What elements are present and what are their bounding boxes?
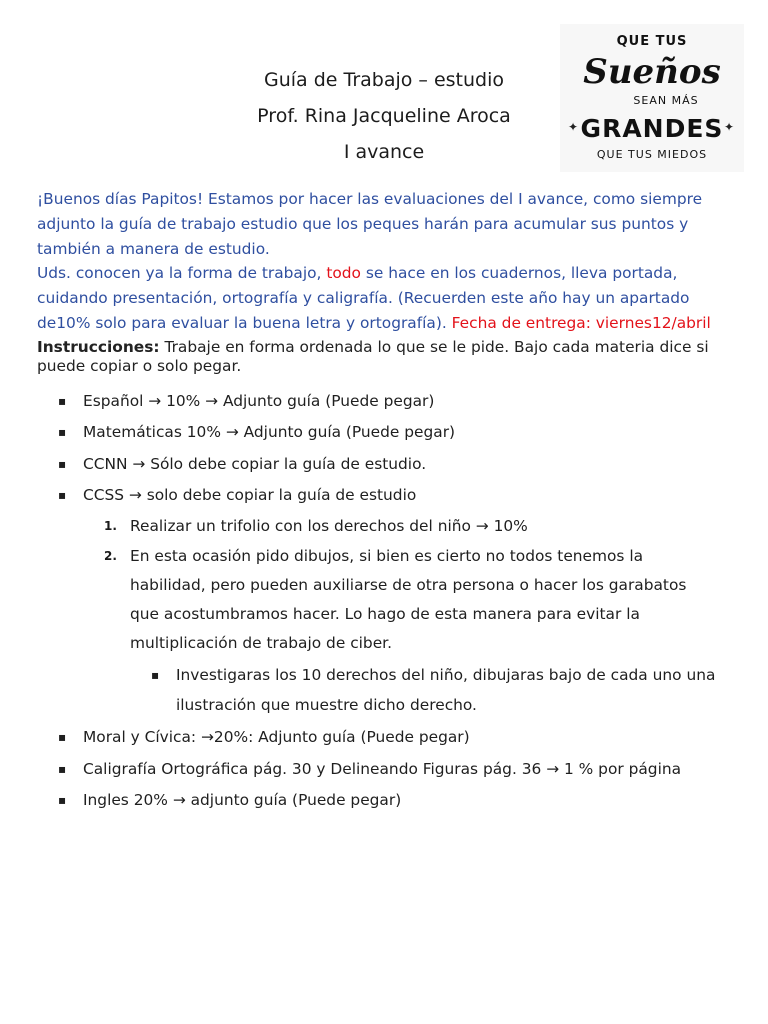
subject-item: ▪ Matemáticas 10% → Adjunto guía (Puede pegar) (83, 422, 455, 442)
subject-item: ▪ Moral y Cívica: →20%: Adjunto guía (Puede pegar) (83, 727, 470, 747)
teacher-name: Prof. Rina Jacqueline Aroca (257, 105, 511, 127)
sub-bullet-line: ▪ Investigaras los 10 derechos del niño, dibujaras bajo de cada uno una (176, 665, 715, 685)
logo-line-2: Sueños (583, 52, 721, 92)
notice-paragraph (37, 261, 739, 336)
task-line: multiplicación de trabajo de ciber. (130, 634, 392, 652)
task-item: Realizar un trifolio con los derechos del niño → 10% (130, 517, 528, 535)
task-number: 1. (104, 519, 117, 533)
subject-item: ▪ Español → 10% → Adjunto guía (Puede pegar) (83, 391, 434, 411)
subject-item: ▪ CCNN → Sólo debe copiar la guía de estudio. (83, 454, 426, 474)
subject-item: ▪ CCSS → solo debe copiar la guía de estudio (83, 485, 416, 505)
notice-highlight: todo (326, 264, 361, 282)
instructions-text: Trabaje en forma ordenada lo que se le pide. Bajo cada materia dice si puede copiar o solo pegar. (37, 338, 709, 375)
sparkle-icon: ✦ (724, 120, 735, 134)
task-number: 2. (104, 549, 117, 563)
subject-item: ▪ Ingles 20% → adjunto guía (Puede pegar) (83, 790, 401, 810)
notice-text-2: se hace en los cuadernos, lleva portada, cuidando presentación, ortografía y caligrafía. (Recuerden este año hay un apartado de10% solo para evaluar la buena letra y ortografía). (37, 264, 690, 332)
instructions-paragraph (37, 338, 737, 376)
task-line: habilidad, pero pueden auxiliarse de otra persona o hacer los garabatos (130, 576, 687, 594)
deadline-text: Fecha de entrega: viernes12/abril (451, 314, 711, 332)
logo-line-1: QUE TUS (616, 34, 688, 49)
subject-item: ▪ Caligrafía Ortográfica pág. 30 y Delineando Figuras pág. 36 → 1 % por página (83, 759, 681, 779)
logo-line-3: SEAN MÁS (633, 94, 699, 107)
logo-line-4: GRANDES (580, 114, 724, 143)
notice-text-1: Uds. conocen ya la forma de trabajo, (37, 264, 327, 282)
period-label: I avance (343, 141, 425, 163)
task-line: En esta ocasión pido dibujos, si bien es cierto no todos tenemos la (130, 547, 644, 565)
instructions-label: Instrucciones: (37, 338, 160, 356)
sparkle-icon: ✦ (568, 120, 579, 134)
motivational-logo (560, 24, 744, 172)
task-line: que acostumbramos hacer. Lo hago de esta manera para evitar la (130, 605, 640, 623)
sub-bullet-line: ilustración que muestre dicho derecho. (176, 696, 477, 714)
document-title: Guía de Trabajo – estudio (263, 69, 504, 91)
intro-paragraph: ¡Buenos días Papitos! Estamos por hacer las evaluaciones del I avance, como siempre adjunto la guía de trabajo estudio que los peques harán para acumular sus puntos y también a manera de estudio. (37, 190, 703, 258)
logo-line-5: QUE TUS MIEDOS (596, 148, 708, 161)
